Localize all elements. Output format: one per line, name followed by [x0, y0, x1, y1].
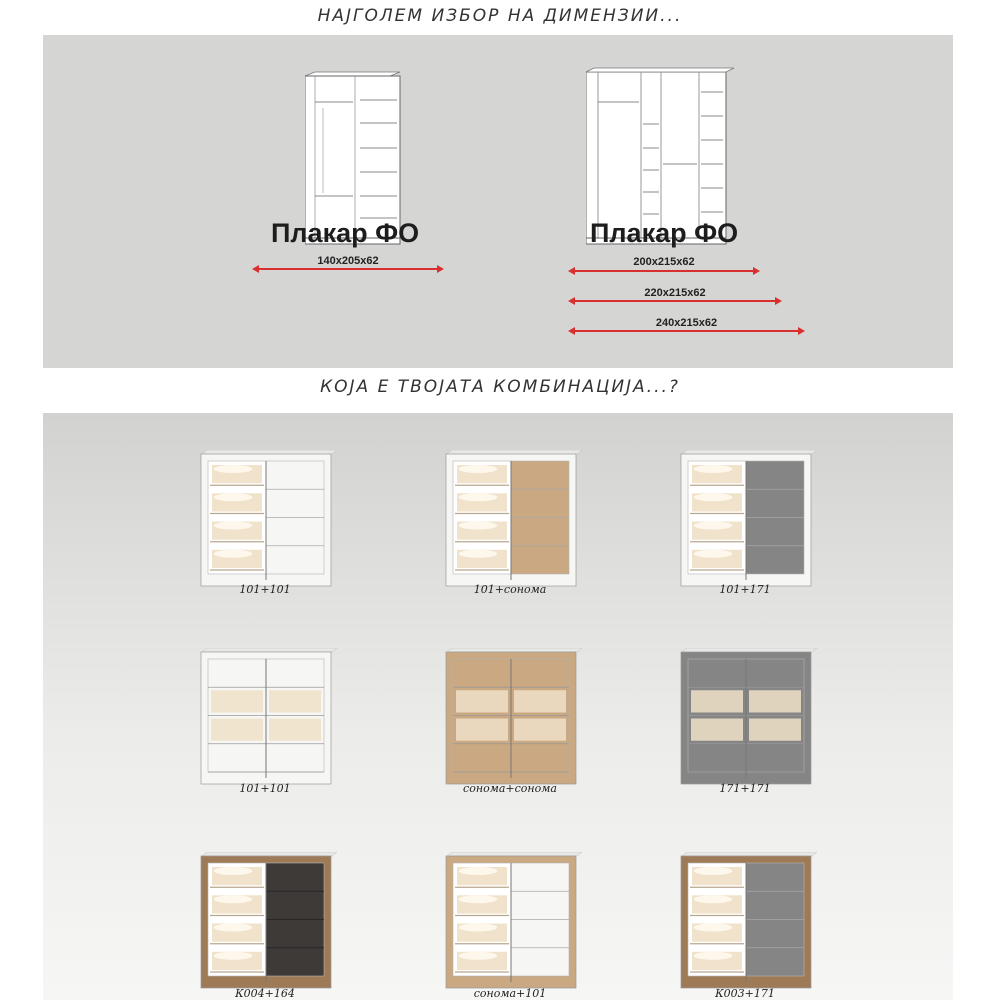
- light-glow: [459, 867, 498, 875]
- wardrobe-combination: [200, 450, 338, 588]
- dimension-line: [570, 300, 780, 302]
- light-glow: [694, 522, 733, 530]
- light-glow: [214, 895, 253, 903]
- wardrobe-combination: [680, 852, 818, 990]
- combination-label: 101+101: [239, 782, 291, 795]
- dimension-label: 220x215x62: [644, 287, 706, 299]
- light-glow: [459, 952, 498, 960]
- dimensions-panel: [43, 35, 953, 368]
- heading-combinations: КОЈА Е ТВОЈАТА КОМБИНАЦИЈА...?: [320, 377, 680, 397]
- lit-shelf: [211, 690, 263, 712]
- lit-shelf: [749, 690, 801, 712]
- lit-shelf: [269, 690, 321, 712]
- light-glow: [214, 465, 253, 473]
- lit-shelf: [749, 719, 801, 741]
- combination-label: сонома+сонома: [463, 782, 557, 795]
- dimension-label: 240x215x62: [655, 317, 718, 329]
- light-glow: [214, 924, 253, 932]
- lit-shelf: [691, 719, 743, 741]
- wardrobe-combination: [445, 852, 583, 990]
- light-glow: [694, 550, 733, 558]
- combination-label: 101+101: [239, 583, 291, 596]
- light-glow: [459, 522, 498, 530]
- wardrobe-combination: [200, 852, 338, 990]
- lit-shelf: [269, 719, 321, 741]
- lit-shelf: [211, 719, 263, 741]
- wardrobe-combination: [445, 648, 583, 786]
- model-title-2: Плакар ФО: [590, 218, 739, 248]
- light-glow: [214, 550, 253, 558]
- light-glow: [694, 895, 733, 903]
- light-glow: [694, 924, 733, 932]
- light-glow: [214, 522, 253, 530]
- lit-shelf: [514, 719, 566, 741]
- wardrobe-combination: [680, 648, 818, 786]
- dimension-line: [254, 268, 442, 270]
- combination-label: 101+сонома: [473, 583, 547, 596]
- model-title-1: Плакар ФО: [271, 218, 420, 248]
- combination-label: К003+171: [715, 987, 775, 1000]
- dimension-label: 140x205x62: [317, 255, 379, 267]
- light-glow: [214, 867, 253, 875]
- heading-sizes: НАЈГОЛЕМ ИЗБОР НА ДИМЕНЗИИ...: [317, 6, 683, 26]
- combination-label: сонома+101: [473, 987, 547, 1000]
- light-glow: [459, 895, 498, 903]
- light-glow: [459, 493, 498, 501]
- light-glow: [459, 550, 498, 558]
- light-glow: [694, 465, 733, 473]
- wardrobe-combination: [445, 450, 583, 588]
- combination-label: 101+171: [719, 583, 771, 596]
- wardrobe-combination: [200, 648, 338, 786]
- light-glow: [459, 465, 498, 473]
- lit-shelf: [456, 719, 508, 741]
- light-glow: [694, 952, 733, 960]
- light-glow: [459, 924, 498, 932]
- light-glow: [214, 493, 253, 501]
- dimension-line: [570, 330, 803, 332]
- dimension-label: 200x215x62: [633, 256, 695, 268]
- combination-label: 171+171: [719, 782, 771, 795]
- light-glow: [214, 952, 253, 960]
- lit-shelf: [514, 690, 566, 712]
- wardrobe-combination: [680, 450, 818, 588]
- dimension-line: [570, 270, 758, 272]
- light-glow: [694, 493, 733, 501]
- lit-shelf: [691, 690, 743, 712]
- combination-label: К004+164: [235, 987, 295, 1000]
- lit-shelf: [456, 690, 508, 712]
- light-glow: [694, 867, 733, 875]
